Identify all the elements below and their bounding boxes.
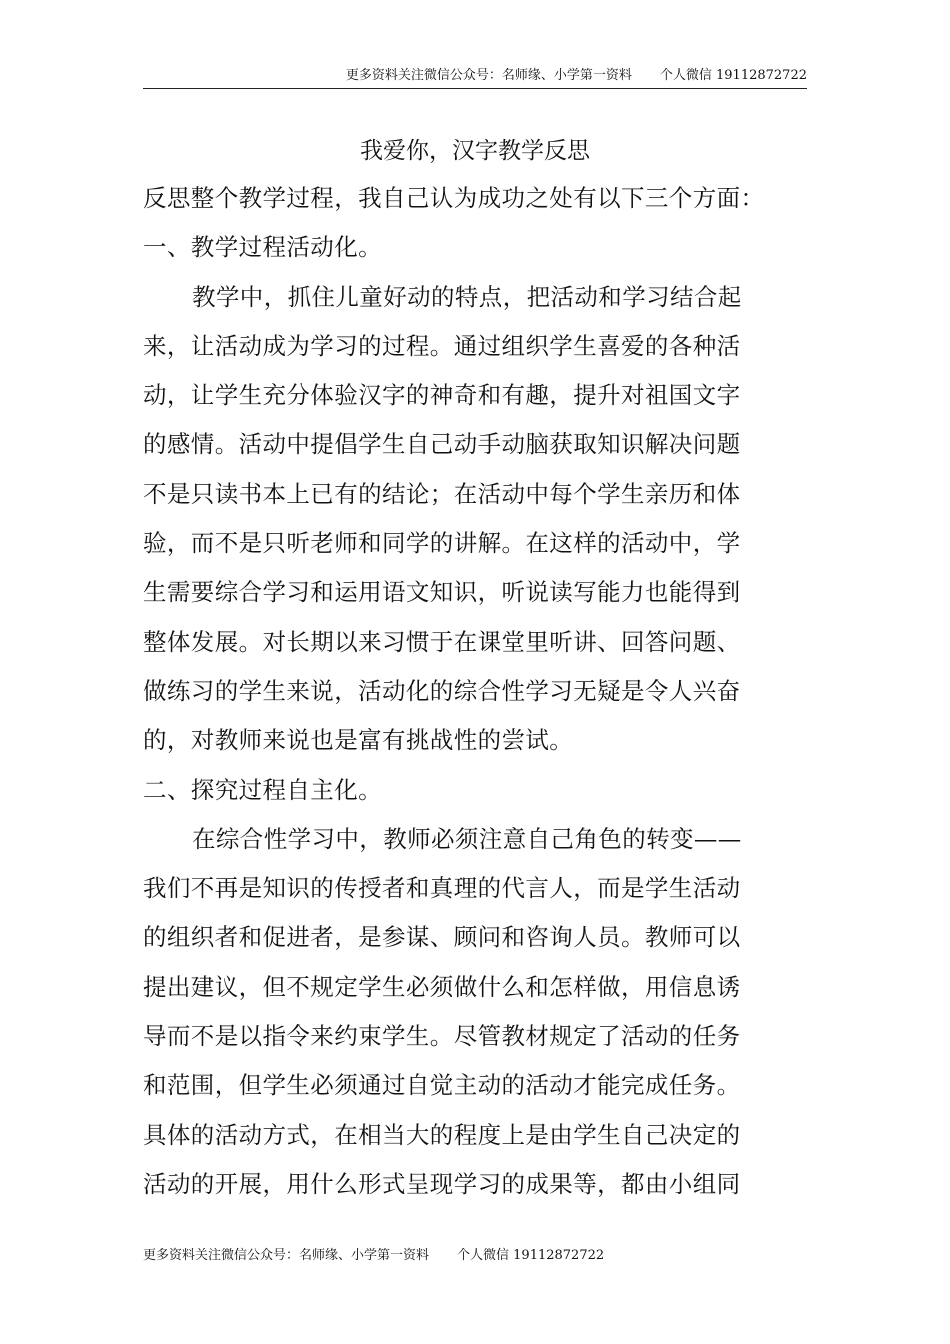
document-title: 我爱你，汉字教学反思 — [360, 138, 590, 164]
text-line: 提出建议，但不规定学生必须做什么和怎样做，用信息诱 — [143, 972, 741, 1001]
text-line: 教学中，抓住儿童好动的特点，把活动和学习结合起 — [192, 282, 742, 311]
text-line: 的，对教师来说也是富有挑战性的尝试。 — [143, 726, 574, 755]
text-line: 和范围，但学生必须通过自觉主动的活动才能完成任务。 — [143, 1071, 741, 1100]
text-line: 的感情。活动中提倡学生自己动手动脑获取知识解决问题 — [143, 430, 741, 459]
text-line: 我们不再是知识的传授者和真理的代言人，而是学生活动 — [143, 874, 741, 903]
footer-wechat-text: 个人微信 19112872722 — [457, 1248, 605, 1263]
text-line: 二、探究过程自主化。 — [143, 775, 382, 804]
header-wechat-text: 个人微信 19112872722 — [659, 68, 807, 83]
page-footer — [143, 1244, 604, 1263]
header-account-text: 更多资料关注微信公众号：名师缘、小学第一资料 — [345, 68, 632, 83]
text-line: 反思整个教学过程，我自己认为成功之处有以下三个方面： — [143, 184, 765, 212]
footer-account-text: 更多资料关注微信公众号：名师缘、小学第一资料 — [143, 1248, 430, 1263]
text-line: 导而不是以指令来约束学生。尽管教材规定了活动的任务 — [143, 1022, 741, 1051]
paragraph-lines — [143, 174, 807, 1209]
text-line: 生需要综合学习和运用语文知识，听说读写能力也能得到 — [143, 578, 741, 607]
text-line: 的组织者和促进者，是参谋、顾问和咨询人员。教师可以 — [143, 923, 741, 952]
text-line: 做练习的学生来说，活动化的综合性学习无疑是令人兴奋 — [143, 676, 741, 705]
text-line: 整体发展。对长期以来习惯于在课堂里听讲、回答问题、 — [143, 627, 741, 656]
text-line: 活动的开展，用什么形式呈现学习的成果等，都由小组同 — [143, 1169, 741, 1198]
document-body — [143, 128, 807, 1209]
text-line: 在综合性学习中，教师必须注意自己角色的转变—— — [192, 824, 742, 853]
text-line: 具体的活动方式，在相当大的程度上是由学生自己决定的 — [143, 1120, 741, 1149]
page-header — [143, 64, 807, 89]
text-line: 来，让活动成为学习的过程。通过组织学生喜爱的各种活 — [143, 331, 741, 360]
text-line: 不是只读书本上已有的结论；在活动中每个学生亲历和体 — [143, 479, 741, 508]
text-line: 一、教学过程活动化。 — [143, 233, 382, 262]
text-line: 验，而不是只听老师和同学的讲解。在这样的活动中，学 — [143, 529, 741, 558]
text-line: 动，让学生充分体验汉字的神奇和有趣，提升对祖国文字 — [143, 381, 741, 410]
